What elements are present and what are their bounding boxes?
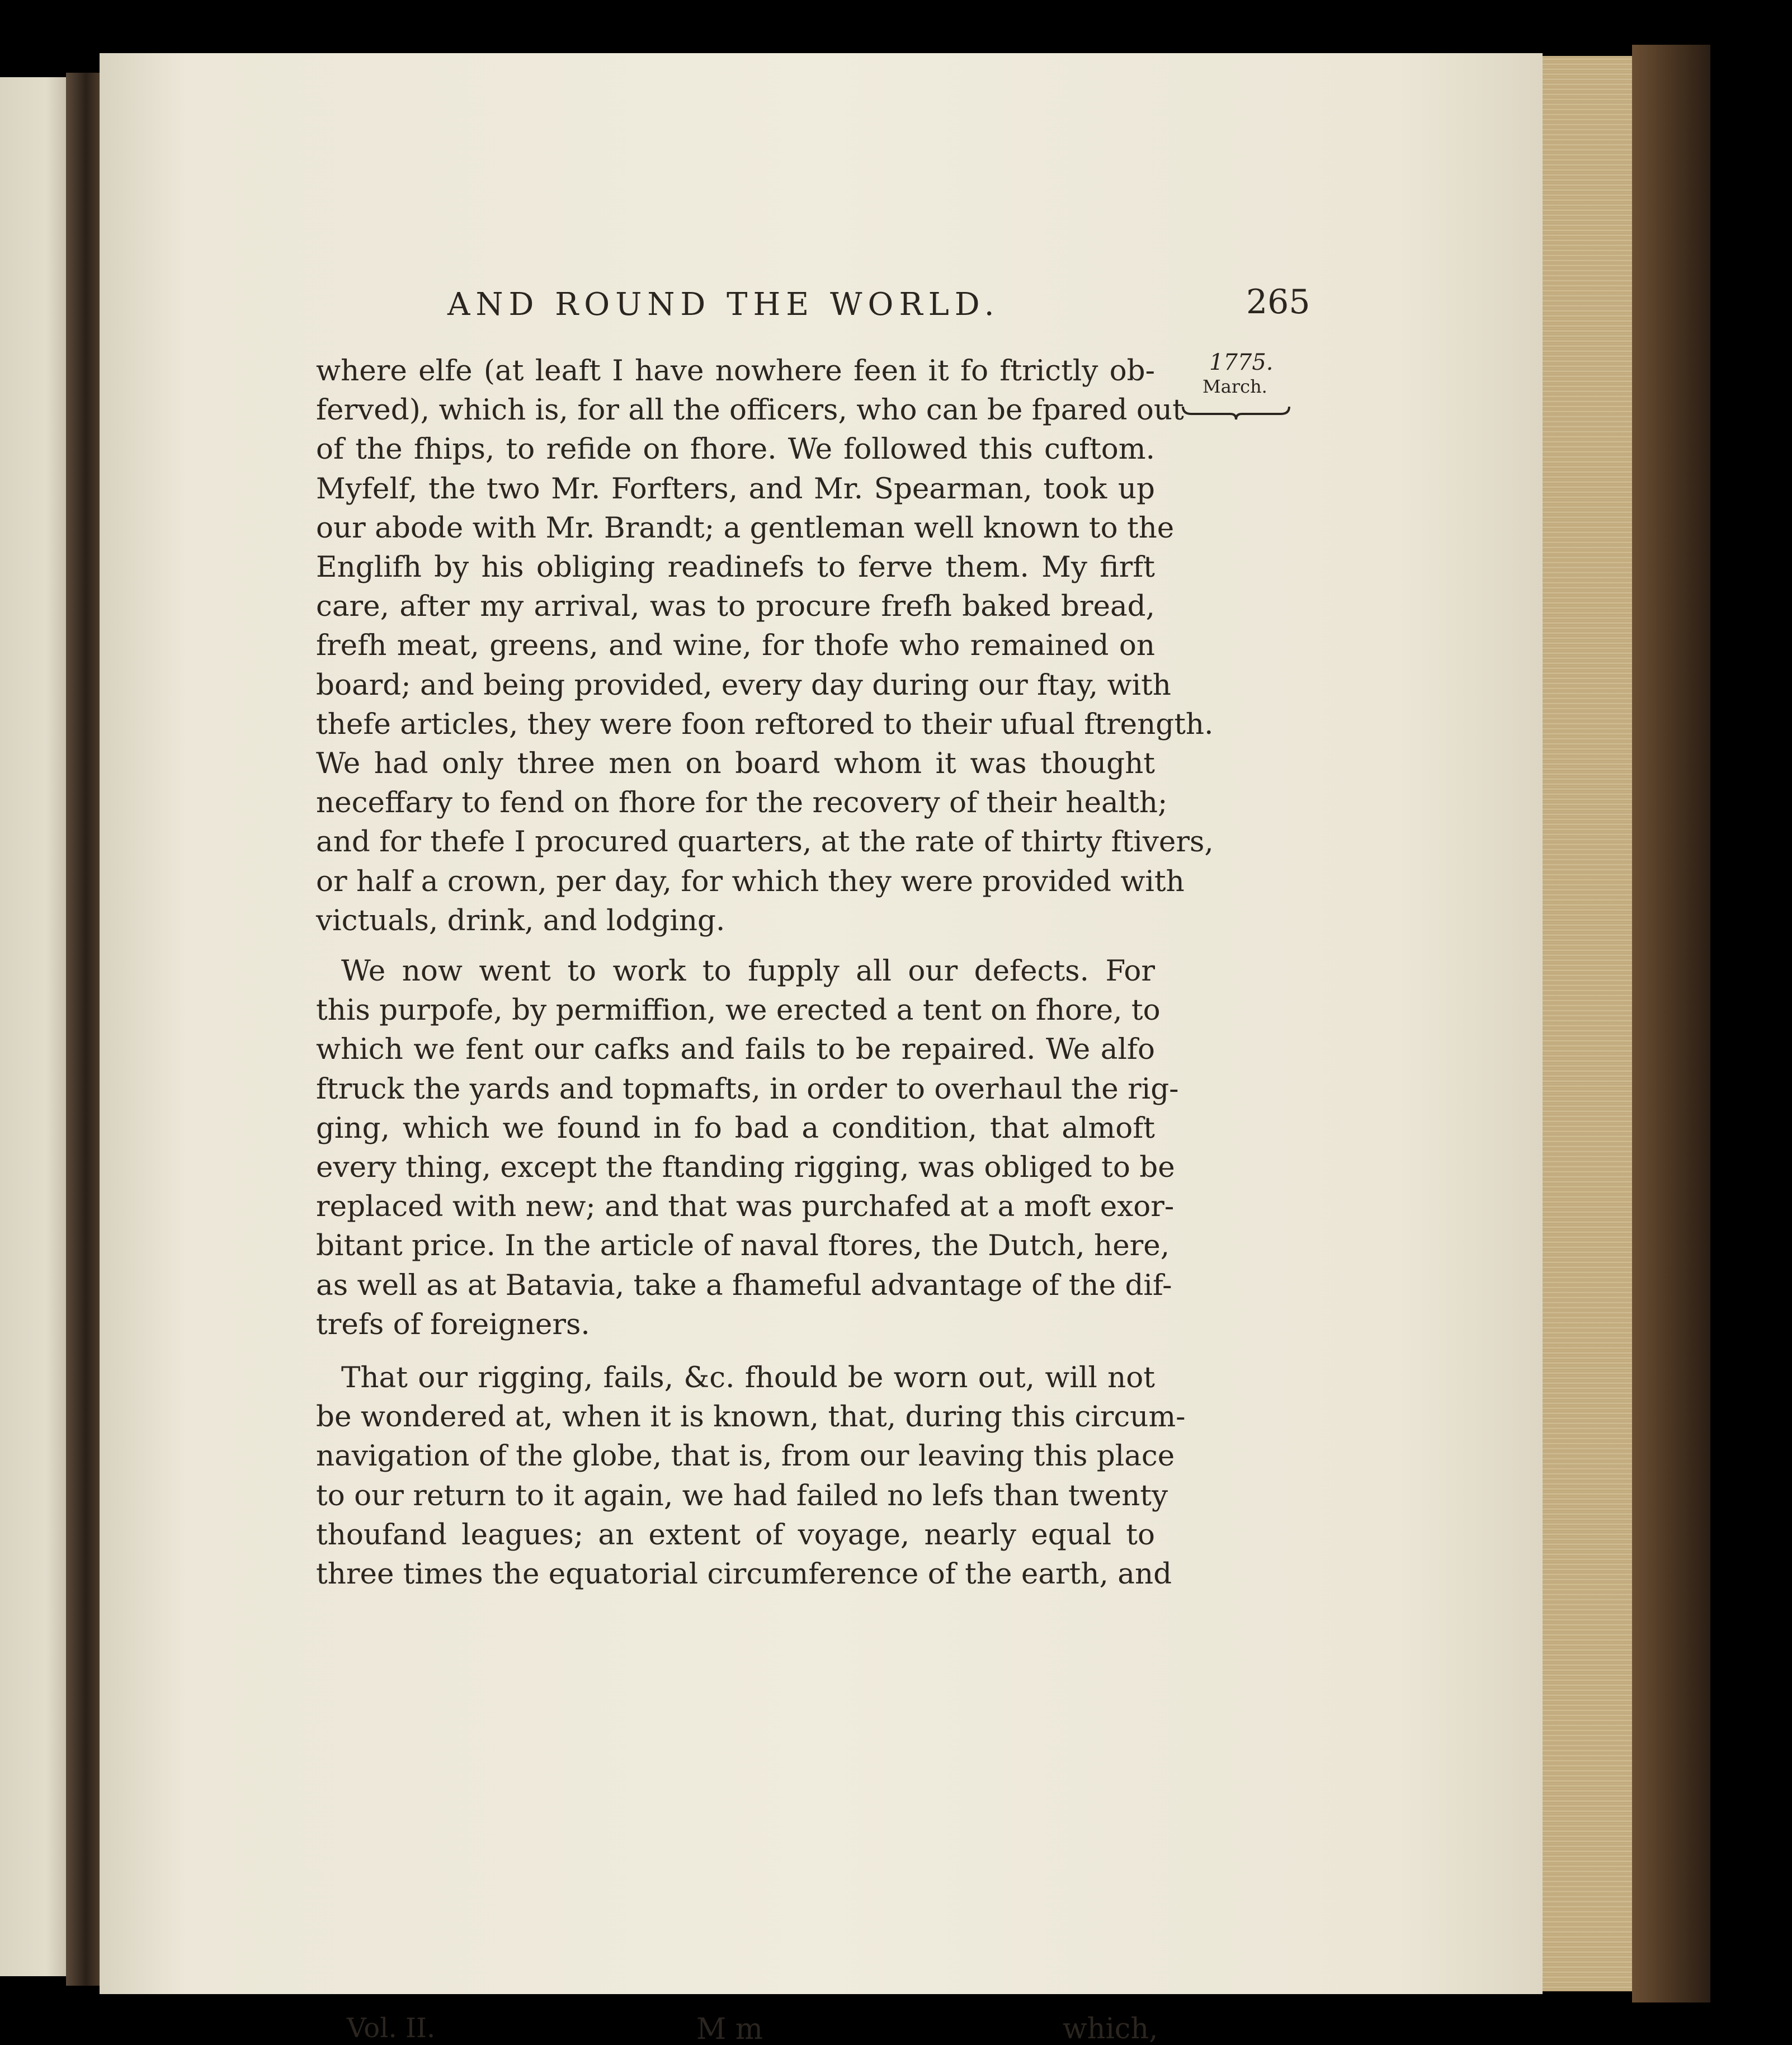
- margin-brace-icon: [1180, 404, 1292, 421]
- paragraph-1: [316, 351, 1214, 940]
- paragraph-2: [316, 951, 1179, 1344]
- text-line: ging, which we found in fo bad a condition, that almoft: [316, 1111, 1155, 1145]
- text-line: thoufand leagues; an extent of voyage, nearly equal to: [316, 1518, 1155, 1552]
- margin-note-month: March.: [1202, 376, 1267, 397]
- page-number: 265: [1246, 282, 1310, 322]
- text-line: to our return to it again, we had failed no lefs than twenty: [316, 1478, 1168, 1512]
- paragraph-3: [316, 1358, 1186, 1594]
- left-page-edge: [0, 77, 66, 1976]
- text-line: thefe articles, they were foon reftored to their ufual ftrength.: [316, 707, 1214, 741]
- text-line: board; and being provided, every day during our ftay, with: [316, 668, 1171, 702]
- footer-catchword: which,: [1063, 2013, 1158, 2045]
- page-stack-edge: [1543, 56, 1632, 1991]
- text-line: or half a crown, per day, for which they were provided with: [316, 864, 1185, 898]
- footer-signature: M m: [696, 2013, 763, 2045]
- book-cover-edge: [1632, 45, 1710, 2002]
- text-line: trefs of foreigners.: [316, 1307, 590, 1341]
- text-line: victuals, drink, and lodging.: [316, 903, 725, 937]
- body-text: [316, 351, 1214, 1594]
- text-line: We now went to work to fupply all our defects. For: [341, 954, 1155, 988]
- margin-note-year: 1775.: [1209, 350, 1274, 375]
- text-line: care, after my arrival, was to procure frefh baked bread,: [316, 590, 1155, 624]
- running-head: AND ROUND THE WORLD.: [447, 286, 1000, 323]
- text-line: which we fent our cafks and fails to be repaired. We alfo: [316, 1033, 1155, 1067]
- text-line: of the fhips, to refide on fhore. We followed this cuftom.: [316, 432, 1155, 467]
- text-line: navigation of the globe, that is, from our leaving this place: [316, 1439, 1175, 1473]
- text-line: and for thefe I procured quarters, at the rate of thirty ftivers,: [316, 825, 1214, 859]
- text-line: replaced with new; and that was purchafed at a moft exor-: [316, 1190, 1175, 1224]
- text-line: ftruck the yards and topmafts, in order to overhaul the rig-: [316, 1072, 1179, 1106]
- text-line: frefh meat, greens, and wine, for thofe who remained on: [316, 629, 1155, 663]
- text-line: our abode with Mr. Brandt; a gentleman well known to the: [316, 511, 1175, 545]
- text-line: this purpofe, by permiffion, we erected a tent on fhore, to: [316, 993, 1161, 1028]
- text-line: That our rigging, fails, &c. fhould be worn out, will not: [341, 1361, 1155, 1395]
- text-line: every thing, except the ftanding rigging, was obliged to be: [316, 1151, 1175, 1185]
- text-line: as well as at Batavia, take a fhameful advantage of the dif-: [316, 1268, 1172, 1302]
- text-line: ferved), which is, for all the officers, who can be fpared out: [316, 393, 1184, 427]
- text-line: three times the equatorial circumference of the earth, and: [316, 1557, 1172, 1591]
- text-line: Englifh by his obliging readinefs to ferve them. My firft: [316, 550, 1155, 585]
- text-line: We had only three men on board whom it was thought: [316, 747, 1155, 781]
- text-line: Myfelf, the two Mr. Forfters, and Mr. Spearman, took up: [316, 472, 1155, 506]
- text-line: neceffary to fend on fhore for the recovery of their health;: [316, 786, 1168, 820]
- text-line: where elfe (at leaft I have nowhere feen it fo ftrictly ob-: [316, 354, 1155, 388]
- text-line: bitant price. In the article of naval ftores, the Dutch, here,: [316, 1229, 1170, 1263]
- footer-volume: Vol. II.: [347, 2013, 436, 2044]
- gutter-shadow: [66, 73, 100, 1986]
- text-line: be wondered at, when it is known, that, during this circum-: [316, 1400, 1186, 1434]
